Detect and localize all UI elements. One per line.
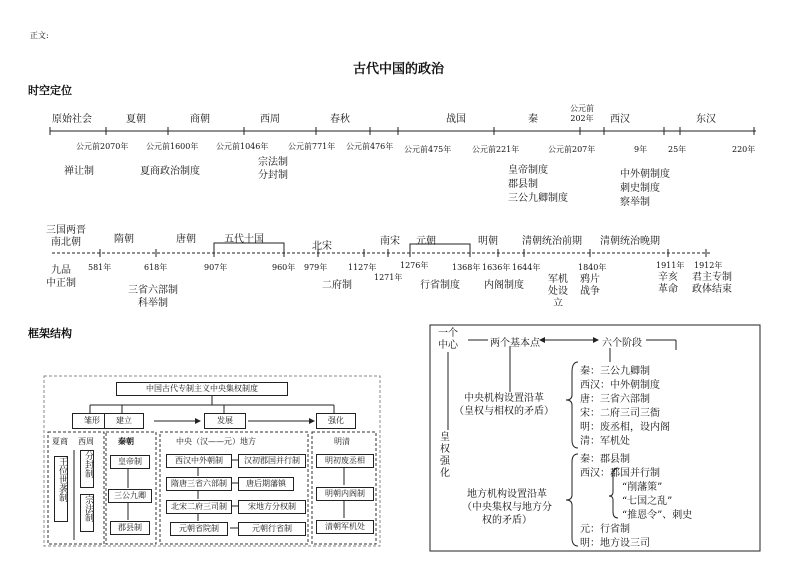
stage-box: 强化 [316, 413, 356, 429]
central-box: 北宋二府三司制 [166, 500, 232, 514]
t2-date: 1912年 [694, 261, 723, 270]
header-prefix: 正文: [30, 31, 49, 40]
t2-era: 南宋 [380, 236, 400, 247]
local-evolution-title: 地方机构设置沿革 （中央集权与地方分 权的矛盾） [462, 489, 552, 526]
t2-era: 元朝 [416, 236, 436, 247]
t2-date: 960年 [272, 263, 296, 272]
qin-title: 秦朝 [118, 436, 134, 446]
t1-system: 皇帝制度 郡县制 三公九卿制度 [508, 165, 568, 204]
mingqing-box: 明朝内阁制 [316, 487, 374, 501]
central-local-title: 中央（汉——元）地方 [176, 437, 256, 446]
t2-system: 内阁制度 [484, 280, 524, 291]
t2-date: 581年 [88, 263, 112, 272]
t1-date: 公元前1046年 [216, 142, 269, 151]
t2-era: 三国两晋 南北朝 [46, 225, 86, 248]
t2-date: 1636年 [482, 263, 511, 272]
two-points: 两个基本点 [490, 338, 540, 349]
stage-box: 雏形 [72, 413, 112, 429]
xia-shang-label: 夏商 [52, 437, 68, 446]
t1-era: 夏朝 [126, 114, 146, 125]
sangong-box: 三公九卿 [108, 489, 152, 503]
local-box: 宋地方分权制 [238, 500, 306, 514]
t1-era: 商朝 [190, 114, 210, 125]
t1-system: 禅让制 [64, 166, 94, 177]
t1-era: 东汉 [696, 114, 716, 125]
t1-system: 中外朝制度 刺史制度 察举制 [620, 169, 670, 208]
t1-era: 春秋 [330, 114, 350, 125]
framework-top-box: 中国古代专制主义中央集权制度 [116, 382, 288, 396]
t2-system: 军机 处设 立 [548, 274, 568, 309]
mingqing-box: 清朝军机处 [316, 520, 374, 534]
t2-era: 五代十国 [224, 234, 264, 245]
t1-date: 公元前1600年 [146, 142, 199, 151]
t2-era: 隋朝 [114, 234, 134, 245]
stage-box: 建立 [104, 413, 144, 429]
central-box: 元朝省院制 [170, 522, 228, 536]
local-box: 汉初郡国并行制 [238, 454, 306, 468]
t2-era: 清朝统治前期 [522, 236, 582, 247]
central-item: 秦：三公九卿制 [580, 366, 650, 377]
t1-date: 公元前771年 [288, 142, 336, 151]
central-box: 隋唐三省六部制 [166, 477, 232, 491]
page-title: 古代中国的政治 [353, 62, 445, 77]
mingqing-box: 明初废丞相 [316, 454, 374, 468]
t1-date: 220年 [732, 145, 756, 154]
t2-date: 1911年 [656, 261, 685, 270]
one-center: 一个 中心 [438, 328, 458, 351]
t2-system: 二府制 [322, 280, 352, 291]
t1-date: 公元前476年 [346, 142, 394, 151]
t2-date: 1644年 [512, 263, 541, 272]
huangdi-box: 皇帝制 [110, 455, 150, 469]
t1-date: 公元前207年 [548, 145, 596, 154]
central-item: 明：废丞相，设内阁 [580, 422, 670, 433]
t1-era: 西周 [260, 114, 280, 125]
t1-era: 原始社会 [52, 114, 92, 125]
t1-era: 西汉 [610, 114, 630, 125]
local-item: 明：地方设三司 [580, 538, 650, 549]
local-item: 西汉：郡国并行制 [580, 468, 660, 479]
t2-date: 1127年 [348, 263, 377, 272]
t2-date: 1276年 [400, 261, 429, 270]
t1-era: 秦 [528, 114, 538, 125]
t1-date: 公元前2070年 [76, 142, 129, 151]
section-heading-framework: 框架结构 [28, 327, 72, 340]
central-item: 西汉：中外朝制度 [580, 380, 660, 391]
t2-system: 辛亥 革命 [658, 272, 678, 295]
t2-era: 明朝 [478, 236, 498, 247]
central-item: 清：军机处 [580, 436, 630, 447]
t1-system: 宗法制 分封制 [258, 157, 288, 181]
t1-era: 公元前 202年 [570, 104, 594, 123]
local-box: 唐后期藩镇 [238, 477, 294, 491]
central-evolution-title: 中央机构设置沿革 （皇权与相权的矛盾） [454, 393, 554, 417]
t2-date: 907年 [204, 263, 228, 272]
section-heading-timeline: 时空定位 [28, 84, 72, 97]
t2-system: 鸦片 战争 [580, 274, 600, 297]
local-item: “七国之乱” [622, 496, 673, 507]
t2-date: 1840年 [578, 263, 607, 272]
local-item: 元：行省制 [580, 524, 630, 535]
t2-era: 清朝统治晚期 [600, 236, 660, 247]
t2-date: 1271年 [374, 273, 403, 282]
t1-date: 公元前475年 [404, 145, 452, 154]
central-item: 唐：三省六部制 [580, 394, 650, 405]
fenfeng-box: 分封制 [80, 450, 94, 488]
zongfa-box: 宗法制 [80, 494, 94, 532]
t1-date: 25年 [668, 145, 687, 154]
t1-system: 夏商政治制度 [140, 166, 200, 177]
local-item: “推恩令”、刺史 [622, 510, 693, 521]
t2-date: 979年 [304, 263, 328, 272]
local-item: “削藩策” [622, 482, 663, 493]
local-item: 秦：郡县制 [580, 454, 630, 465]
junxian-box: 郡县制 [110, 521, 150, 535]
t2-date: 1368年 [452, 263, 481, 272]
local-box: 元朝行省制 [238, 522, 306, 536]
t1-era: 战国 [446, 114, 466, 125]
wangwei-box: 王位世袭制 [54, 456, 68, 522]
central-box: 西汉中外朝制 [166, 454, 232, 468]
stage-box: 发展 [204, 413, 246, 429]
t2-system: 三省六部制 科举制 [128, 285, 178, 309]
t2-era: 北宋 [312, 241, 332, 252]
mingqing-title: 明清 [334, 437, 350, 446]
six-stages: 六个阶段 [602, 338, 642, 349]
t2-system: 君主专制 政体结束 [692, 272, 732, 295]
t2-era: 唐朝 [176, 234, 196, 245]
t2-date: 618年 [144, 263, 168, 272]
t2-system: 九品 中正制 [46, 265, 76, 289]
xizhou-label: 西周 [78, 437, 94, 446]
central-item: 宋：二府三司三衙 [580, 408, 660, 419]
t2-system: 行省制度 [420, 280, 460, 291]
t1-date: 公元前221年 [472, 145, 520, 154]
t1-date: 9年 [634, 145, 648, 154]
core-label: 皇 权 强 化 [440, 432, 450, 479]
